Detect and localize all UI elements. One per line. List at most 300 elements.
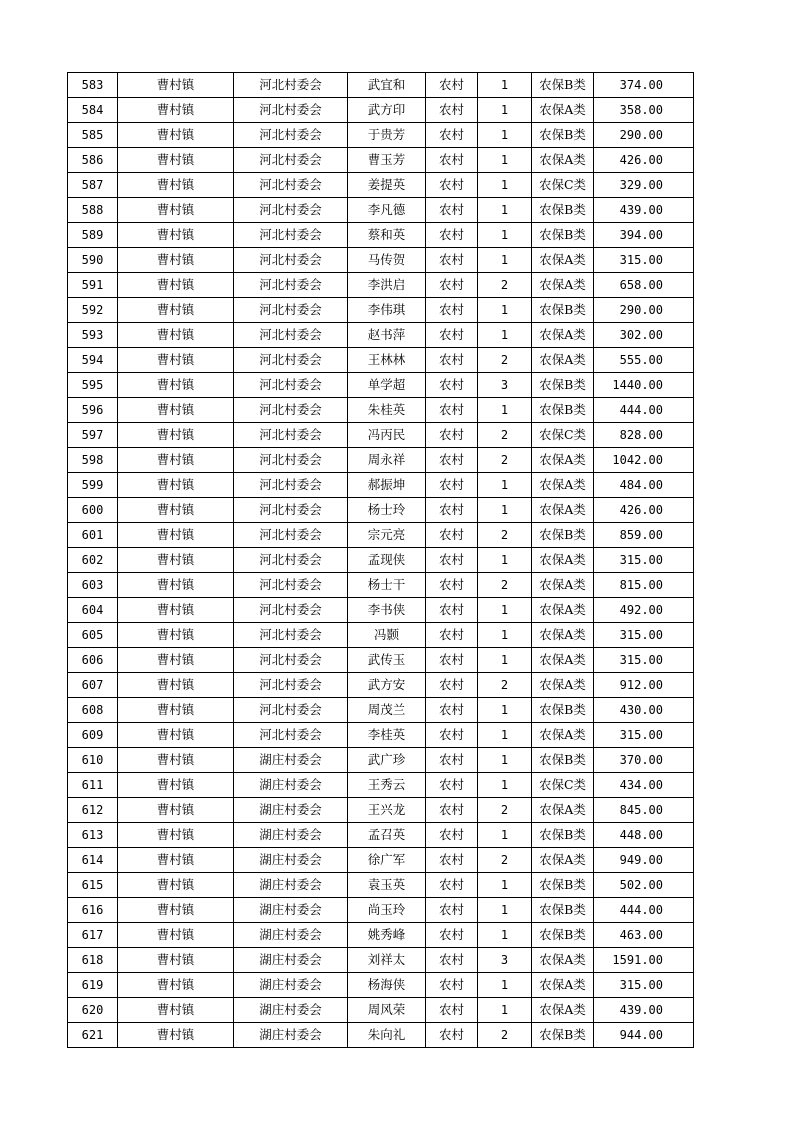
category-cell: 农保B类 bbox=[532, 123, 594, 148]
committee-cell: 河北村委会 bbox=[234, 173, 348, 198]
row-number-cell: 620 bbox=[68, 998, 118, 1023]
table-row bbox=[68, 548, 694, 573]
household-count-cell: 1 bbox=[478, 623, 532, 648]
area-type-cell: 农村 bbox=[426, 73, 478, 98]
category-cell: 农保A类 bbox=[532, 323, 594, 348]
town-cell: 曹村镇 bbox=[118, 148, 234, 173]
person-name-cell: 李伟琪 bbox=[348, 298, 426, 323]
amount-cell: 815.00 bbox=[594, 573, 694, 598]
category-cell: 农保C类 bbox=[532, 423, 594, 448]
town-cell: 曹村镇 bbox=[118, 348, 234, 373]
household-count-cell: 1 bbox=[478, 548, 532, 573]
committee-cell: 河北村委会 bbox=[234, 573, 348, 598]
area-type-cell: 农村 bbox=[426, 723, 478, 748]
town-cell: 曹村镇 bbox=[118, 373, 234, 398]
committee-cell: 湖庄村委会 bbox=[234, 948, 348, 973]
amount-cell: 1042.00 bbox=[594, 448, 694, 473]
person-name-cell: 杨士玲 bbox=[348, 498, 426, 523]
amount-cell: 859.00 bbox=[594, 523, 694, 548]
table-row bbox=[68, 873, 694, 898]
row-number-cell: 611 bbox=[68, 773, 118, 798]
town-cell: 曹村镇 bbox=[118, 873, 234, 898]
household-count-cell: 1 bbox=[478, 198, 532, 223]
committee-cell: 河北村委会 bbox=[234, 698, 348, 723]
committee-cell: 河北村委会 bbox=[234, 548, 348, 573]
person-name-cell: 王秀云 bbox=[348, 773, 426, 798]
table-row bbox=[68, 723, 694, 748]
amount-cell: 315.00 bbox=[594, 548, 694, 573]
row-number-cell: 618 bbox=[68, 948, 118, 973]
committee-cell: 河北村委会 bbox=[234, 98, 348, 123]
area-type-cell: 农村 bbox=[426, 148, 478, 173]
row-number-cell: 617 bbox=[68, 923, 118, 948]
person-name-cell: 于贵芳 bbox=[348, 123, 426, 148]
person-name-cell: 武方安 bbox=[348, 673, 426, 698]
row-number-cell: 592 bbox=[68, 298, 118, 323]
committee-cell: 河北村委会 bbox=[234, 198, 348, 223]
person-name-cell: 赵书萍 bbox=[348, 323, 426, 348]
amount-cell: 1440.00 bbox=[594, 373, 694, 398]
table-row bbox=[68, 648, 694, 673]
category-cell: 农保A类 bbox=[532, 498, 594, 523]
household-count-cell: 1 bbox=[478, 923, 532, 948]
person-name-cell: 杨士干 bbox=[348, 573, 426, 598]
household-count-cell: 1 bbox=[478, 98, 532, 123]
category-cell: 农保C类 bbox=[532, 773, 594, 798]
person-name-cell: 李桂英 bbox=[348, 723, 426, 748]
area-type-cell: 农村 bbox=[426, 973, 478, 998]
household-count-cell: 2 bbox=[478, 273, 532, 298]
table-row bbox=[68, 398, 694, 423]
amount-cell: 484.00 bbox=[594, 473, 694, 498]
household-count-cell: 1 bbox=[478, 898, 532, 923]
area-type-cell: 农村 bbox=[426, 98, 478, 123]
committee-cell: 河北村委会 bbox=[234, 423, 348, 448]
amount-cell: 555.00 bbox=[594, 348, 694, 373]
area-type-cell: 农村 bbox=[426, 198, 478, 223]
area-type-cell: 农村 bbox=[426, 398, 478, 423]
household-count-cell: 1 bbox=[478, 498, 532, 523]
area-type-cell: 农村 bbox=[426, 948, 478, 973]
household-count-cell: 2 bbox=[478, 523, 532, 548]
category-cell: 农保B类 bbox=[532, 298, 594, 323]
town-cell: 曹村镇 bbox=[118, 598, 234, 623]
category-cell: 农保A类 bbox=[532, 573, 594, 598]
committee-cell: 河北村委会 bbox=[234, 473, 348, 498]
area-type-cell: 农村 bbox=[426, 848, 478, 873]
row-number-cell: 613 bbox=[68, 823, 118, 848]
category-cell: 农保A类 bbox=[532, 148, 594, 173]
town-cell: 曹村镇 bbox=[118, 248, 234, 273]
town-cell: 曹村镇 bbox=[118, 173, 234, 198]
amount-cell: 329.00 bbox=[594, 173, 694, 198]
amount-cell: 315.00 bbox=[594, 723, 694, 748]
table-row bbox=[68, 623, 694, 648]
committee-cell: 湖庄村委会 bbox=[234, 848, 348, 873]
table-row bbox=[68, 248, 694, 273]
row-number-cell: 597 bbox=[68, 423, 118, 448]
area-type-cell: 农村 bbox=[426, 748, 478, 773]
town-cell: 曹村镇 bbox=[118, 98, 234, 123]
area-type-cell: 农村 bbox=[426, 373, 478, 398]
person-name-cell: 武传玉 bbox=[348, 648, 426, 673]
town-cell: 曹村镇 bbox=[118, 998, 234, 1023]
household-count-cell: 1 bbox=[478, 123, 532, 148]
row-number-cell: 621 bbox=[68, 1023, 118, 1048]
town-cell: 曹村镇 bbox=[118, 73, 234, 98]
household-count-cell: 2 bbox=[478, 1023, 532, 1048]
row-number-cell: 593 bbox=[68, 323, 118, 348]
category-cell: 农保B类 bbox=[532, 898, 594, 923]
table-row bbox=[68, 973, 694, 998]
person-name-cell: 朱桂英 bbox=[348, 398, 426, 423]
area-type-cell: 农村 bbox=[426, 648, 478, 673]
category-cell: 农保B类 bbox=[532, 698, 594, 723]
town-cell: 曹村镇 bbox=[118, 298, 234, 323]
committee-cell: 湖庄村委会 bbox=[234, 1023, 348, 1048]
town-cell: 曹村镇 bbox=[118, 673, 234, 698]
row-number-cell: 583 bbox=[68, 73, 118, 98]
committee-cell: 河北村委会 bbox=[234, 123, 348, 148]
household-count-cell: 1 bbox=[478, 473, 532, 498]
area-type-cell: 农村 bbox=[426, 673, 478, 698]
committee-cell: 河北村委会 bbox=[234, 523, 348, 548]
category-cell: 农保B类 bbox=[532, 373, 594, 398]
table-row bbox=[68, 173, 694, 198]
row-number-cell: 598 bbox=[68, 448, 118, 473]
amount-cell: 439.00 bbox=[594, 998, 694, 1023]
category-cell: 农保A类 bbox=[532, 548, 594, 573]
amount-cell: 430.00 bbox=[594, 698, 694, 723]
town-cell: 曹村镇 bbox=[118, 548, 234, 573]
row-number-cell: 619 bbox=[68, 973, 118, 998]
town-cell: 曹村镇 bbox=[118, 323, 234, 348]
table-row bbox=[68, 423, 694, 448]
person-name-cell: 马传贺 bbox=[348, 248, 426, 273]
row-number-cell: 612 bbox=[68, 798, 118, 823]
amount-cell: 315.00 bbox=[594, 973, 694, 998]
town-cell: 曹村镇 bbox=[118, 623, 234, 648]
person-name-cell: 郝振坤 bbox=[348, 473, 426, 498]
household-count-cell: 2 bbox=[478, 573, 532, 598]
area-type-cell: 农村 bbox=[426, 573, 478, 598]
row-number-cell: 609 bbox=[68, 723, 118, 748]
person-name-cell: 朱向礼 bbox=[348, 1023, 426, 1048]
row-number-cell: 588 bbox=[68, 198, 118, 223]
committee-cell: 湖庄村委会 bbox=[234, 798, 348, 823]
town-cell: 曹村镇 bbox=[118, 498, 234, 523]
town-cell: 曹村镇 bbox=[118, 898, 234, 923]
amount-cell: 370.00 bbox=[594, 748, 694, 773]
table-row bbox=[68, 573, 694, 598]
person-name-cell: 周风荣 bbox=[348, 998, 426, 1023]
row-number-cell: 605 bbox=[68, 623, 118, 648]
household-count-cell: 1 bbox=[478, 698, 532, 723]
committee-cell: 河北村委会 bbox=[234, 648, 348, 673]
committee-cell: 河北村委会 bbox=[234, 448, 348, 473]
town-cell: 曹村镇 bbox=[118, 523, 234, 548]
committee-cell: 湖庄村委会 bbox=[234, 973, 348, 998]
town-cell: 曹村镇 bbox=[118, 848, 234, 873]
person-name-cell: 单学超 bbox=[348, 373, 426, 398]
amount-cell: 658.00 bbox=[594, 273, 694, 298]
person-name-cell: 宗元亮 bbox=[348, 523, 426, 548]
town-cell: 曹村镇 bbox=[118, 1023, 234, 1048]
household-count-cell: 2 bbox=[478, 673, 532, 698]
amount-cell: 315.00 bbox=[594, 248, 694, 273]
household-count-cell: 1 bbox=[478, 648, 532, 673]
person-name-cell: 袁玉英 bbox=[348, 873, 426, 898]
table-row bbox=[68, 598, 694, 623]
committee-cell: 河北村委会 bbox=[234, 148, 348, 173]
household-count-cell: 1 bbox=[478, 248, 532, 273]
area-type-cell: 农村 bbox=[426, 623, 478, 648]
household-count-cell: 1 bbox=[478, 173, 532, 198]
category-cell: 农保A类 bbox=[532, 98, 594, 123]
category-cell: 农保B类 bbox=[532, 198, 594, 223]
amount-cell: 912.00 bbox=[594, 673, 694, 698]
household-count-cell: 1 bbox=[478, 148, 532, 173]
row-number-cell: 590 bbox=[68, 248, 118, 273]
category-cell: 农保A类 bbox=[532, 973, 594, 998]
area-type-cell: 农村 bbox=[426, 223, 478, 248]
table-row bbox=[68, 1023, 694, 1048]
household-count-cell: 1 bbox=[478, 873, 532, 898]
person-name-cell: 冯丙民 bbox=[348, 423, 426, 448]
person-name-cell: 冯颢 bbox=[348, 623, 426, 648]
row-number-cell: 607 bbox=[68, 673, 118, 698]
area-type-cell: 农村 bbox=[426, 173, 478, 198]
committee-cell: 河北村委会 bbox=[234, 723, 348, 748]
person-name-cell: 蔡和英 bbox=[348, 223, 426, 248]
category-cell: 农保A类 bbox=[532, 473, 594, 498]
table-row bbox=[68, 223, 694, 248]
amount-cell: 845.00 bbox=[594, 798, 694, 823]
category-cell: 农保A类 bbox=[532, 673, 594, 698]
category-cell: 农保B类 bbox=[532, 523, 594, 548]
table-row bbox=[68, 448, 694, 473]
town-cell: 曹村镇 bbox=[118, 423, 234, 448]
person-name-cell: 武方印 bbox=[348, 98, 426, 123]
table-row bbox=[68, 373, 694, 398]
person-name-cell: 李书侠 bbox=[348, 598, 426, 623]
area-type-cell: 农村 bbox=[426, 423, 478, 448]
person-name-cell: 姜提英 bbox=[348, 173, 426, 198]
person-name-cell: 武宜和 bbox=[348, 73, 426, 98]
town-cell: 曹村镇 bbox=[118, 948, 234, 973]
household-count-cell: 1 bbox=[478, 73, 532, 98]
category-cell: 农保A类 bbox=[532, 648, 594, 673]
area-type-cell: 农村 bbox=[426, 798, 478, 823]
amount-cell: 315.00 bbox=[594, 623, 694, 648]
committee-cell: 河北村委会 bbox=[234, 373, 348, 398]
category-cell: 农保A类 bbox=[532, 998, 594, 1023]
amount-cell: 502.00 bbox=[594, 873, 694, 898]
committee-cell: 河北村委会 bbox=[234, 398, 348, 423]
category-cell: 农保C类 bbox=[532, 173, 594, 198]
household-count-cell: 1 bbox=[478, 598, 532, 623]
amount-cell: 426.00 bbox=[594, 148, 694, 173]
row-number-cell: 586 bbox=[68, 148, 118, 173]
household-count-cell: 3 bbox=[478, 373, 532, 398]
row-number-cell: 589 bbox=[68, 223, 118, 248]
area-type-cell: 农村 bbox=[426, 523, 478, 548]
committee-cell: 河北村委会 bbox=[234, 223, 348, 248]
table-row bbox=[68, 848, 694, 873]
committee-cell: 河北村委会 bbox=[234, 73, 348, 98]
table-row bbox=[68, 998, 694, 1023]
category-cell: 农保A类 bbox=[532, 948, 594, 973]
person-name-cell: 周茂兰 bbox=[348, 698, 426, 723]
amount-cell: 448.00 bbox=[594, 823, 694, 848]
area-type-cell: 农村 bbox=[426, 698, 478, 723]
household-count-cell: 1 bbox=[478, 973, 532, 998]
row-number-cell: 614 bbox=[68, 848, 118, 873]
category-cell: 农保A类 bbox=[532, 448, 594, 473]
town-cell: 曹村镇 bbox=[118, 823, 234, 848]
area-type-cell: 农村 bbox=[426, 923, 478, 948]
area-type-cell: 农村 bbox=[426, 123, 478, 148]
town-cell: 曹村镇 bbox=[118, 273, 234, 298]
amount-cell: 394.00 bbox=[594, 223, 694, 248]
amount-cell: 374.00 bbox=[594, 73, 694, 98]
amount-cell: 1591.00 bbox=[594, 948, 694, 973]
town-cell: 曹村镇 bbox=[118, 198, 234, 223]
category-cell: 农保B类 bbox=[532, 223, 594, 248]
household-count-cell: 1 bbox=[478, 998, 532, 1023]
row-number-cell: 604 bbox=[68, 598, 118, 623]
town-cell: 曹村镇 bbox=[118, 648, 234, 673]
table-row bbox=[68, 273, 694, 298]
amount-cell: 302.00 bbox=[594, 323, 694, 348]
amount-cell: 828.00 bbox=[594, 423, 694, 448]
table-row bbox=[68, 798, 694, 823]
row-number-cell: 616 bbox=[68, 898, 118, 923]
household-count-cell: 1 bbox=[478, 748, 532, 773]
committee-cell: 河北村委会 bbox=[234, 673, 348, 698]
town-cell: 曹村镇 bbox=[118, 798, 234, 823]
person-name-cell: 王兴龙 bbox=[348, 798, 426, 823]
category-cell: 农保A类 bbox=[532, 798, 594, 823]
table-row bbox=[68, 898, 694, 923]
committee-cell: 河北村委会 bbox=[234, 298, 348, 323]
town-cell: 曹村镇 bbox=[118, 123, 234, 148]
area-type-cell: 农村 bbox=[426, 873, 478, 898]
row-number-cell: 608 bbox=[68, 698, 118, 723]
household-count-cell: 1 bbox=[478, 773, 532, 798]
area-type-cell: 农村 bbox=[426, 823, 478, 848]
household-count-cell: 1 bbox=[478, 398, 532, 423]
town-cell: 曹村镇 bbox=[118, 748, 234, 773]
household-count-cell: 3 bbox=[478, 948, 532, 973]
town-cell: 曹村镇 bbox=[118, 223, 234, 248]
table-row bbox=[68, 323, 694, 348]
household-count-cell: 2 bbox=[478, 848, 532, 873]
person-name-cell: 孟现侠 bbox=[348, 548, 426, 573]
household-count-cell: 1 bbox=[478, 323, 532, 348]
amount-cell: 290.00 bbox=[594, 123, 694, 148]
table-row bbox=[68, 73, 694, 98]
town-cell: 曹村镇 bbox=[118, 923, 234, 948]
amount-cell: 492.00 bbox=[594, 598, 694, 623]
person-name-cell: 徐广军 bbox=[348, 848, 426, 873]
town-cell: 曹村镇 bbox=[118, 723, 234, 748]
committee-cell: 湖庄村委会 bbox=[234, 873, 348, 898]
person-name-cell: 王林林 bbox=[348, 348, 426, 373]
amount-cell: 944.00 bbox=[594, 1023, 694, 1048]
category-cell: 农保B类 bbox=[532, 73, 594, 98]
row-number-cell: 602 bbox=[68, 548, 118, 573]
row-number-cell: 596 bbox=[68, 398, 118, 423]
table-row bbox=[68, 748, 694, 773]
row-number-cell: 601 bbox=[68, 523, 118, 548]
person-name-cell: 武广珍 bbox=[348, 748, 426, 773]
person-name-cell: 李凡德 bbox=[348, 198, 426, 223]
category-cell: 农保A类 bbox=[532, 723, 594, 748]
committee-cell: 湖庄村委会 bbox=[234, 748, 348, 773]
table-row bbox=[68, 923, 694, 948]
area-type-cell: 农村 bbox=[426, 248, 478, 273]
amount-cell: 434.00 bbox=[594, 773, 694, 798]
amount-cell: 444.00 bbox=[594, 898, 694, 923]
row-number-cell: 603 bbox=[68, 573, 118, 598]
committee-cell: 河北村委会 bbox=[234, 273, 348, 298]
data-table bbox=[67, 72, 694, 1048]
person-name-cell: 周永祥 bbox=[348, 448, 426, 473]
committee-cell: 河北村委会 bbox=[234, 248, 348, 273]
area-type-cell: 农村 bbox=[426, 548, 478, 573]
committee-cell: 湖庄村委会 bbox=[234, 923, 348, 948]
area-type-cell: 农村 bbox=[426, 498, 478, 523]
household-count-cell: 1 bbox=[478, 298, 532, 323]
area-type-cell: 农村 bbox=[426, 448, 478, 473]
table-row bbox=[68, 498, 694, 523]
table-row bbox=[68, 823, 694, 848]
household-count-cell: 2 bbox=[478, 423, 532, 448]
committee-cell: 湖庄村委会 bbox=[234, 773, 348, 798]
area-type-cell: 农村 bbox=[426, 348, 478, 373]
table-row bbox=[68, 148, 694, 173]
household-count-cell: 1 bbox=[478, 723, 532, 748]
table-row bbox=[68, 698, 694, 723]
table-row bbox=[68, 773, 694, 798]
area-type-cell: 农村 bbox=[426, 598, 478, 623]
amount-cell: 358.00 bbox=[594, 98, 694, 123]
town-cell: 曹村镇 bbox=[118, 973, 234, 998]
category-cell: 农保B类 bbox=[532, 748, 594, 773]
area-type-cell: 农村 bbox=[426, 1023, 478, 1048]
row-number-cell: 606 bbox=[68, 648, 118, 673]
row-number-cell: 599 bbox=[68, 473, 118, 498]
table-row bbox=[68, 948, 694, 973]
category-cell: 农保B类 bbox=[532, 823, 594, 848]
area-type-cell: 农村 bbox=[426, 998, 478, 1023]
household-count-cell: 2 bbox=[478, 798, 532, 823]
town-cell: 曹村镇 bbox=[118, 698, 234, 723]
area-type-cell: 农村 bbox=[426, 773, 478, 798]
table-row bbox=[68, 298, 694, 323]
row-number-cell: 587 bbox=[68, 173, 118, 198]
table-row bbox=[68, 348, 694, 373]
table-row bbox=[68, 473, 694, 498]
committee-cell: 湖庄村委会 bbox=[234, 898, 348, 923]
category-cell: 农保A类 bbox=[532, 348, 594, 373]
category-cell: 农保A类 bbox=[532, 598, 594, 623]
amount-cell: 315.00 bbox=[594, 648, 694, 673]
category-cell: 农保A类 bbox=[532, 848, 594, 873]
town-cell: 曹村镇 bbox=[118, 448, 234, 473]
town-cell: 曹村镇 bbox=[118, 398, 234, 423]
